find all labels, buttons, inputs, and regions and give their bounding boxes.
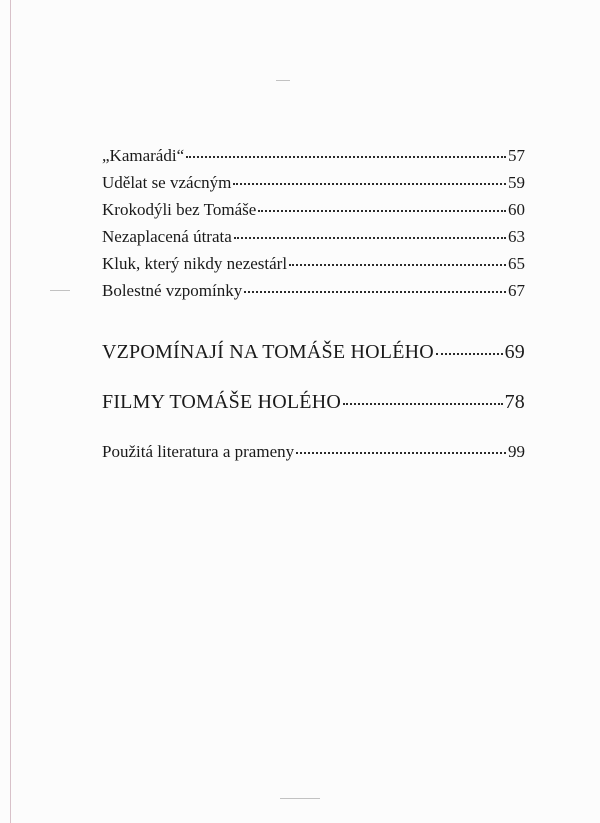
toc-references-title: Použitá literatura a prameny	[102, 442, 295, 461]
toc-section-entry	[102, 341, 525, 364]
dot-leader	[258, 210, 506, 212]
toc-entry-page: 60	[508, 200, 525, 219]
toc-entry-title: Nezaplacená útrata	[102, 227, 232, 246]
toc-entry-page: 65	[508, 254, 525, 273]
toc-entry	[102, 254, 525, 281]
toc-entry	[102, 281, 525, 308]
toc-entry-title: Bolestné vzpomínky	[102, 281, 243, 300]
dot-leader	[234, 237, 506, 239]
toc-references-entry	[102, 442, 525, 469]
dot-leader	[244, 291, 506, 293]
page-binding-edge	[10, 0, 11, 823]
toc-entry-page: 57	[508, 146, 525, 165]
toc-section-page: 78	[504, 391, 525, 413]
toc-entry-page: 63	[508, 227, 525, 246]
scan-speck	[50, 290, 70, 291]
toc-entry-title: Kluk, který nikdy nezestárl	[102, 254, 288, 273]
table-of-contents	[102, 146, 525, 469]
dot-leader	[233, 183, 506, 185]
scan-speck	[280, 798, 320, 799]
toc-section-title: VZPOMÍNAJÍ NA TOMÁŠE HOLÉHO	[102, 341, 434, 363]
toc-entry-page: 67	[508, 281, 525, 300]
toc-entry	[102, 173, 525, 200]
dot-leader	[296, 452, 506, 454]
dot-leader	[186, 156, 506, 158]
dot-leader	[436, 353, 503, 355]
toc-section-title: FILMY TOMÁŠE HOLÉHO	[102, 391, 341, 413]
toc-entry-page: 59	[508, 173, 525, 192]
toc-entry-title: Udělat se vzácným	[102, 173, 232, 192]
toc-entry	[102, 200, 525, 227]
toc-entry	[102, 227, 525, 254]
toc-section-entry	[102, 391, 525, 414]
toc-entry-title: „Kamarádi“	[102, 146, 185, 165]
dot-leader	[343, 403, 503, 405]
dot-leader	[289, 264, 506, 266]
toc-entry-title: Krokodýli bez Tomáše	[102, 200, 257, 219]
toc-entry	[102, 146, 525, 173]
scan-speck	[276, 80, 290, 81]
toc-references-page: 99	[508, 442, 525, 461]
toc-section-page: 69	[504, 341, 525, 363]
